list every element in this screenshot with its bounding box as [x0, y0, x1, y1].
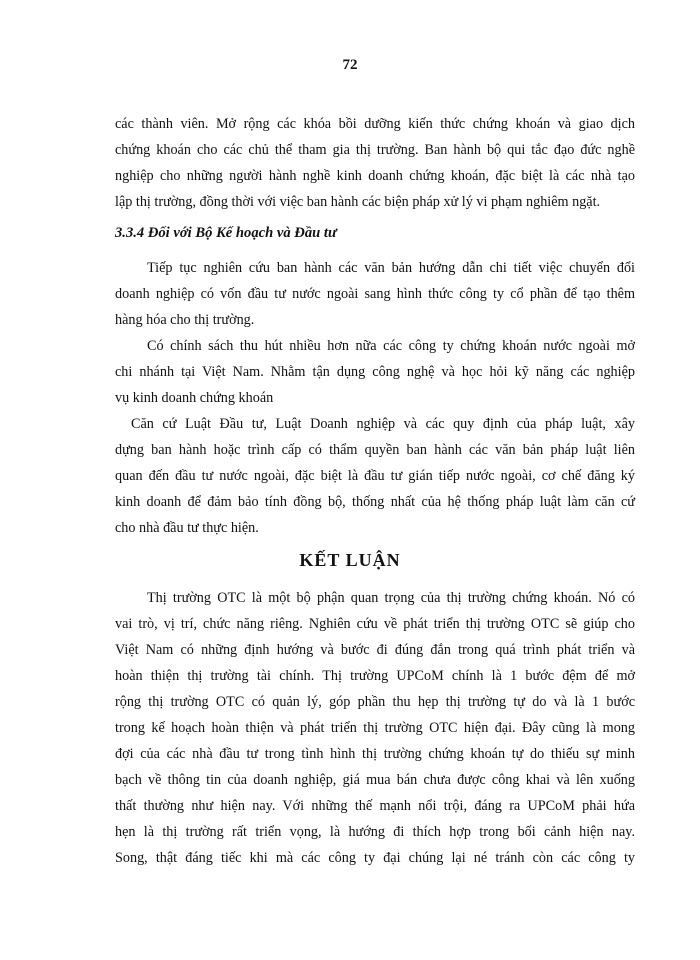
conclusion-line: thất thường như hiện nay. Với những thế mạnh nổi trội, đáng ra UPCoM phải hứa [115, 798, 635, 814]
section-heading: 3.3.4 Đối với Bộ Kế hoạch và Đầu tư [115, 225, 337, 241]
para3-line: quan đến đầu tư nước ngoài, đặc biệt là đầu tư gián tiếp nước ngoài, cơ chế đăng ký [115, 468, 635, 484]
conclusion-line: Song, thật đáng tiếc khi mà các công ty đại chúng lại né tránh còn các công ty [115, 850, 635, 866]
conclusion-line: rộng thị trường OTC có quản lý, góp phần thu hẹp thị trường tự do và là 1 bước [115, 694, 635, 710]
conclusion-line: đợi của các nhà đầu tư trong tình hình thị trường chứng khoán tự do thiếu sự minh [115, 746, 635, 762]
para2-line: chi nhánh tại Việt Nam. Nhằm tận dụng công nghệ và học hỏi kỹ năng các nghiệp [115, 364, 635, 380]
conclusion-line: hoàn thiện thị trường tài chính. Thị trường UPCoM chính là 1 bước đệm để mở [115, 668, 635, 684]
para3-line: kinh doanh để đảm bảo tính đồng bộ, thống nhất của hệ thống pháp luật làm căn cứ [115, 494, 635, 510]
para2-line: Có chính sách thu hút nhiều hơn nữa các công ty chứng khoán nước ngoài mở [147, 338, 635, 354]
intro-line: các thành viên. Mở rộng các khóa bồi dưỡng kiến thức chứng khoán và giao dịch [115, 116, 635, 132]
conclusion-line: trong kế hoạch hoàn thiện và phát triển thị trường OTC hiện đại. Đây cũng là mong [115, 720, 635, 736]
conclusion-line: Thị trường OTC là một bộ phận quan trọng của thị trường chứng khoán. Nó có [147, 590, 635, 606]
page-number: 72 [342, 57, 358, 73]
para1-line: Tiếp tục nghiên cứu ban hành các văn bản hướng dẫn chi tiết việc chuyển đổi [147, 260, 635, 276]
conclusion-title: KẾT LUẬN [299, 550, 401, 570]
para1-line: doanh nghiệp có vốn đầu tư nước ngoài sang hình thức công ty cổ phần để tạo thêm [115, 286, 635, 302]
para1-line: hàng hóa cho thị trường. [115, 312, 255, 328]
intro-line: chứng khoán cho các chủ thể tham gia thị trường. Ban hành bộ qui tắc đạo đức nghề [115, 142, 635, 158]
para3-line: Căn cứ Luật Đầu tư, Luật Doanh nghiệp và các quy định của pháp luật, xây [131, 416, 635, 432]
conclusion-line: vai trò, vị trí, chức năng riêng. Nghiên cứu về phát triển thị trường OTC sẽ giúp cho [115, 616, 635, 632]
conclusion-line: bạch về thông tin của doanh nghiệp, giá mua bán chưa được công khai và lên xuống [115, 772, 635, 788]
intro-line: lập thị trường, đồng thời với việc ban hành các biện pháp xử lý vi phạm nghiêm ngặt. [115, 194, 601, 210]
para3-line: cho nhà đầu tư thực hiện. [115, 520, 259, 536]
intro-line: nghiệp cho những người hành nghề kinh doanh chứng khoán, đặc biệt là các nhà tạo [115, 168, 635, 184]
para3-line: dựng ban hành hoặc trình cấp có thẩm quyền ban hành các văn bản pháp luật liên [115, 442, 635, 458]
para2-line: vụ kinh doanh chứng khoán [115, 390, 274, 406]
conclusion-line: hẹn là thị trường rất triển vọng, là hướng đi thích hợp trong bối cảnh hiện nay. [115, 824, 635, 840]
conclusion-line: Việt Nam có những định hướng và bước đi đúng đắn trong quá trình phát triển và [115, 642, 635, 658]
